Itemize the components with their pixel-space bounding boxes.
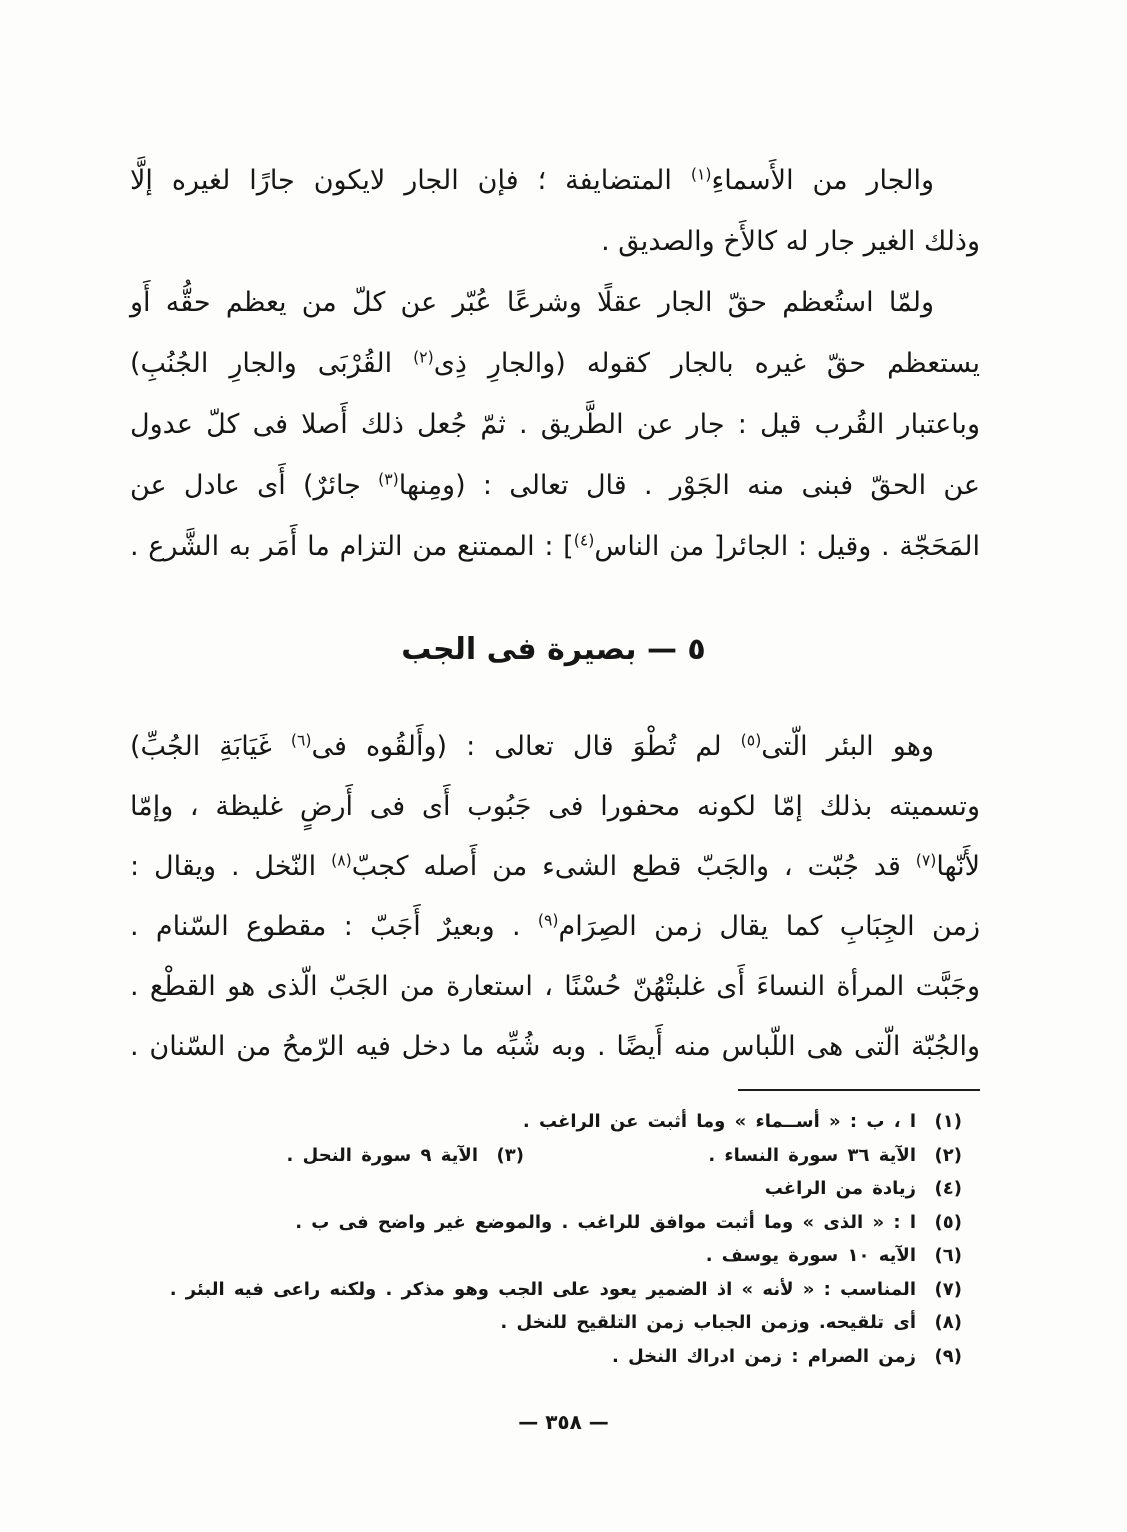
body-line — [130, 211, 980, 272]
text-run: . وبعيرٌ أَجَبّ : مقطوع السّنام . — [130, 911, 538, 942]
footnote-ref-marker: (٥) — [740, 730, 762, 750]
footnote-number: (٧) — [934, 1278, 962, 1300]
body-line — [130, 394, 980, 455]
footnote — [708, 1145, 962, 1166]
footnote — [160, 1273, 962, 1307]
text-run: ولمّا استُعظم حقّ الجار عقلًا وشرعًا عُبّر عن كلّ من يعظم حقُّه أَو — [130, 287, 934, 318]
footnote-ref-marker: (٣) — [378, 469, 399, 489]
footnote-number: (٨) — [934, 1312, 962, 1333]
footnote-separator — [738, 1089, 980, 1091]
footnote-ref-marker: (٦) — [290, 730, 312, 750]
footnote-ref-marker: (٩) — [537, 910, 559, 930]
body-line — [130, 717, 980, 777]
text-run: غَيَابَةِ الجُبِّ) — [130, 731, 291, 762]
body-text-section — [130, 717, 980, 1077]
text-run: والجُبّة الّتى هى اللّباس منه أَيضًا . وبه شُبِّه ما دخل فيه الرّمحُ من السّنان . — [130, 1031, 980, 1062]
body-line — [130, 272, 980, 333]
text-run: وتسميته بذلك إمّا لكونه محفورا فى جَبُوب أَى فى أَرضٍ غليظة ، وإمّا — [130, 791, 980, 822]
paragraph — [130, 717, 980, 1077]
footnote — [160, 1105, 962, 1139]
footnote-number: (٢) — [934, 1144, 962, 1166]
footnote-line — [160, 1139, 962, 1173]
footnote — [160, 1172, 962, 1206]
footnote-number: (٩) — [934, 1345, 962, 1367]
footnotes — [160, 1105, 962, 1373]
footnote-ref-marker: (٧) — [915, 850, 937, 870]
footnote-ref-marker: (١) — [690, 164, 712, 184]
text-run: لأَنّها — [936, 851, 980, 882]
section-heading: ٥ — بصيرة فى الجب — [401, 632, 706, 667]
text-run: زمن الجِبَابِ كما يقال زمن الصِرَام — [558, 911, 980, 942]
body-line — [130, 516, 980, 577]
text-run: المَحَجّة . وقيل : الجائر[ من الناس — [594, 531, 981, 562]
text-run: ] : الممتنع من التزام ما أَمَر به الشَّرع . — [130, 531, 574, 562]
footnote — [287, 1139, 524, 1173]
page-number: — ٣٥٨ — — [518, 1410, 609, 1434]
body-line — [130, 957, 980, 1017]
footnote-text: ا : « الذى » وما أثبت موافق للراغب . والموضع غير واضح فى ب . — [295, 1211, 916, 1233]
text-run: عن الحقّ فبنى منه الجَوْر . قال تعالى : (ومِنها — [398, 470, 981, 501]
body-line — [130, 777, 980, 837]
text-run: وجَبَّت المرأة النساءَ أَى غلبتْهُنّ حُسْنًا ، استعارة من الجَبّ الّذى هو القطْع . — [130, 971, 980, 1002]
body-line — [130, 455, 980, 516]
footnote-number: (٤) — [934, 1178, 962, 1199]
text-run: جائرٌ) أَى عادل عن — [130, 470, 379, 501]
footnote-text: ا ، ب : « أســماء » وما أثبت عن الراغب . — [522, 1111, 916, 1132]
text-run: لم تُطْوَ قال تعالى : (وأَلقُوه فى — [311, 731, 741, 762]
text-run: وهو البئر الّتى — [761, 731, 934, 762]
footnote — [160, 1206, 962, 1240]
body-text-top — [130, 150, 980, 577]
text-run: قد جُبّت ، والجَبّ قطع الشىء من أَصله كجبّ — [351, 851, 916, 882]
footnote-text: المناسب : « لأنه » اذ الضمير يعود على الجب وهو مذكر . ولكنه راعى فيه البئر . — [169, 1278, 916, 1300]
footnote-number: (١) — [934, 1111, 962, 1132]
footnote-text: زمن الصرام : زمن ادراك النخل . — [611, 1345, 916, 1367]
footnote-ref-marker: (٢) — [413, 347, 434, 367]
paragraph — [130, 150, 980, 272]
footnote-text: الآية ٩ سورة النحل . — [286, 1144, 478, 1166]
footnote — [160, 1239, 962, 1273]
footnote — [160, 1340, 962, 1374]
text-run: والجار من الأَسماءِ — [711, 165, 934, 196]
text-run: المتضايفة ؛ فإن الجار لايكون جارًا لغيره إلَّا — [130, 165, 691, 196]
footnote-text: الآيه ١٠ سورة يوسف . — [705, 1245, 916, 1266]
footnote-number: (٣) — [496, 1144, 524, 1166]
text-run: يستعظم حقّ غيره بالجار كقوله (والجارِ ذِى — [433, 348, 980, 379]
body-line — [130, 1017, 980, 1077]
text-run: وذلك الغير جار له كالأَخ والصديق . — [601, 226, 980, 257]
footnote-ref-marker: (٤) — [573, 530, 595, 550]
footnote-number: (٥) — [934, 1211, 962, 1233]
footnote-number: (٦) — [934, 1245, 962, 1266]
body-line — [130, 837, 980, 897]
paragraph — [130, 272, 980, 577]
body-line — [130, 897, 980, 957]
body-line — [130, 150, 980, 211]
text-run: القُرْبَى والجارِ الجُنُبِ) — [130, 348, 414, 379]
body-line — [130, 333, 980, 394]
footnote-text: أى تلقيحه. وزمن الجباب زمن التلقيح للنخل . — [500, 1312, 916, 1333]
text-run: وباعتبار القُرب قيل : جار عن الطَّريق . ثمّ جُعل ذلك أَصلا فى كلّ عدول — [130, 409, 980, 440]
footnote — [160, 1306, 962, 1340]
footnote-ref-marker: (٨) — [331, 850, 352, 870]
footnote-text: الآية ٣٦ سورة النساء . — [708, 1144, 916, 1166]
footnote-text: زيادة من الراغب — [764, 1178, 916, 1199]
text-run: النّخل . ويقال : — [130, 851, 332, 882]
